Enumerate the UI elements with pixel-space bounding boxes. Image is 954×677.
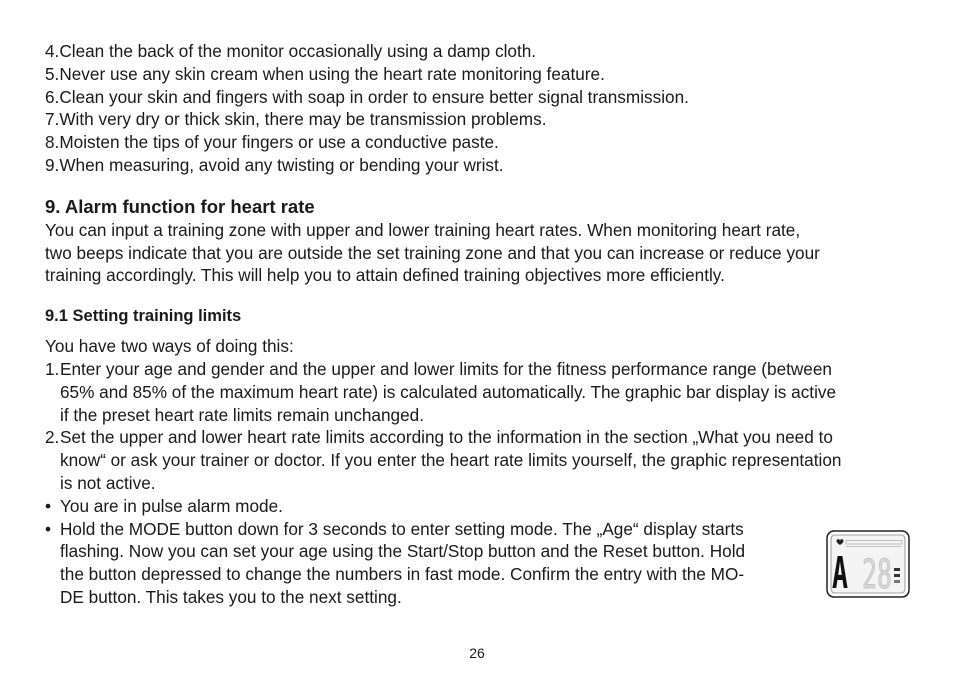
paragraph-line: training accordingly. This will help you to attain defined training objectives more efficiently.	[45, 265, 725, 286]
page-content	[45, 40, 915, 609]
subsection-heading: 9.1 Setting training limits	[45, 307, 242, 326]
item-line: is not active.	[60, 472, 156, 493]
paragraph-line: You can input a training zone with upper and lower training heart rates. When monitoring heart rate,	[45, 219, 801, 240]
bullet-text: the button depressed to change the numbers in fast mode. Confirm the entry with the MO-	[60, 564, 745, 585]
numbered-item-2	[45, 426, 915, 494]
item-line: Enter your age and gender and the upper and lower limits for the fitness performance range (between	[60, 358, 832, 379]
list-item: 5.Never use any skin cream when using the heart rate monitoring feature.	[45, 63, 605, 84]
bullet-mark: •	[45, 495, 52, 516]
lcd-letter: A	[832, 548, 848, 598]
page-number: 26	[469, 645, 485, 661]
item-number: 1.	[45, 358, 60, 379]
list-item: 9.When measuring, avoid any twisting or bending your wrist.	[45, 154, 504, 175]
bullet-mark: •	[45, 518, 52, 539]
list-item: 6.Clean your skin and fingers with soap in order to ensure better signal transmission.	[45, 86, 689, 107]
list-item: 4.Clean the back of the monitor occasionally using a damp cloth.	[45, 41, 537, 61]
paragraph-line: two beeps indicate that you are outside the set training zone and that you can increase or reduce your	[45, 242, 820, 263]
section-heading: 9. Alarm function for heart rate	[45, 195, 315, 217]
lcd-display-illustration	[826, 530, 910, 598]
bullet-item	[45, 495, 915, 518]
lcd-digits: 28	[862, 552, 892, 598]
intro-text: You have two ways of doing this:	[45, 336, 294, 357]
bullet-text: flashing. Now you can set your age using the Start/Stop button and the Reset button. Hold	[60, 541, 746, 562]
list-item: 7.With very dry or thick skin, there may be transmission problems.	[45, 109, 547, 130]
numbered-item-1	[45, 358, 915, 426]
bullet-text: DE button. This takes you to the next setting.	[60, 586, 402, 607]
item-line: 65% and 85% of the maximum heart rate) is calculated automatically. The graphic bar display is active	[60, 381, 837, 402]
item-number: 2.	[45, 427, 60, 448]
numbered-list-top	[45, 40, 915, 177]
bullet-text: You are in pulse alarm mode.	[60, 495, 283, 516]
section-paragraph	[45, 219, 915, 287]
item-line: know“ or ask your trainer or doctor. If you enter the heart rate limits yourself, the graphic representation	[60, 450, 842, 471]
item-line: Set the upper and lower heart rate limits according to the information in the section „What you need to	[60, 427, 833, 448]
list-item: 8.Moisten the tips of your fingers or use a conductive paste.	[45, 132, 499, 153]
bullet-text: Hold the MODE button down for 3 seconds to enter setting mode. The „Age“ display starts	[60, 518, 744, 539]
item-line: if the preset heart rate limits remain unchanged.	[60, 404, 424, 425]
bullet-item	[45, 518, 915, 609]
